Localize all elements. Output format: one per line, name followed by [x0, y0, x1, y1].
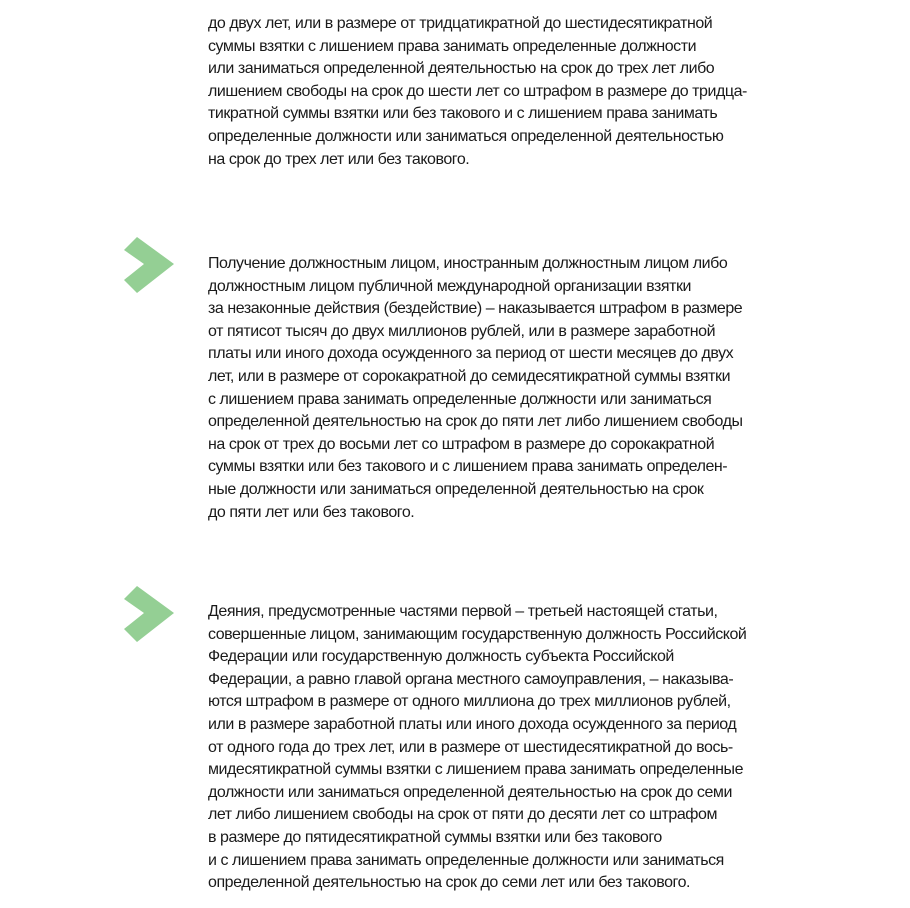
- text-line: Деяния, предусмотренные частями первой – третьей настоящей статьи,: [208, 603, 718, 620]
- text-line: платы или иного дохода осужденного за период от шести месяцев до двух: [208, 345, 734, 363]
- text-line: Федерации или государственную должность субъекта Российской: [208, 648, 674, 666]
- text-line: лет либо лишением свободы на срок от пяти до десяти лет со штрафом: [208, 806, 717, 824]
- text-line: Получение должностным лицом, иностранным должностным лицом либо: [208, 255, 728, 272]
- chevron-right-icon: [122, 585, 178, 643]
- text-line: до пяти лет или без такового.: [208, 503, 415, 521]
- text-line: ные должности или заниматься определенной деятельностью на срок: [208, 480, 704, 498]
- text-line: с лишением права занимать определенные должности или заниматься: [208, 390, 712, 408]
- chevron-right-icon: [122, 236, 178, 294]
- text-line: совершенные лицом, занимающим государственную должность Российской: [208, 625, 747, 643]
- text-line: от одного года до трех лет, или в размере от шестидесятикратной до вось-: [208, 738, 733, 756]
- text-line: ются штрафом в размере от одного миллиона до трех миллионов рублей,: [208, 693, 731, 711]
- text-line: и с лишением права занимать определенные должности или заниматься: [208, 851, 724, 869]
- text-line: определенной деятельностью на срок до семи лет или без такового.: [208, 874, 691, 892]
- text-line: от пятисот тысяч до двух миллионов рублей, или в размере заработной: [208, 322, 716, 340]
- text-line: определенной деятельностью на срок до пяти лет либо лишением свободы: [208, 413, 743, 431]
- text-line: или в размере заработной платы или иного дохода осужденного за период: [208, 715, 737, 733]
- text-line: лишением свободы на срок до шести лет со штрафом в размере до тридца-: [208, 82, 747, 100]
- text-line: определенные должности или заниматься определенной деятельностью: [208, 127, 724, 145]
- text-line: мидесятикратной суммы взятки с лишением права занимать определенные: [208, 761, 744, 779]
- text-line: суммы взятки или без такового и с лишением права занимать определен-: [208, 458, 728, 476]
- text-line: должности или заниматься определенной деятельностью на срок до семи: [208, 783, 732, 801]
- text-line: на срок до трех лет или без такового.: [208, 150, 470, 168]
- paragraph-bribe-illegal-actions: [208, 253, 743, 524]
- text-line: Федерации, а равно главой органа местного самоуправления, – наказыва-: [208, 670, 734, 688]
- text-line: лет, или в размере от сорокакратной до семидесятикратной суммы взятки: [208, 367, 731, 385]
- paragraph-continuation: [208, 13, 747, 171]
- paragraph-state-official: [208, 601, 746, 895]
- text-line: до двух лет, или в размере от тридцатикратной до шестидесятикратной: [208, 15, 713, 32]
- text-line: или заниматься определенной деятельностью на срок до трех лет либо: [208, 60, 715, 78]
- text-line: суммы взятки с лишением права занимать определенные должности: [208, 37, 697, 55]
- text-line: в размере до пятидесятикратной суммы взятки или без такового: [208, 828, 662, 846]
- text-line: за незаконные действия (бездействие) – наказывается штрафом в размере: [208, 300, 743, 318]
- text-line: должностным лицом публичной международной организации взятки: [208, 277, 692, 295]
- text-line: на срок от трех до восьми лет со штрафом в размере до сорокакратной: [208, 435, 715, 453]
- text-line: тикратной суммы взятки или без такового и с лишением права занимать: [208, 105, 718, 123]
